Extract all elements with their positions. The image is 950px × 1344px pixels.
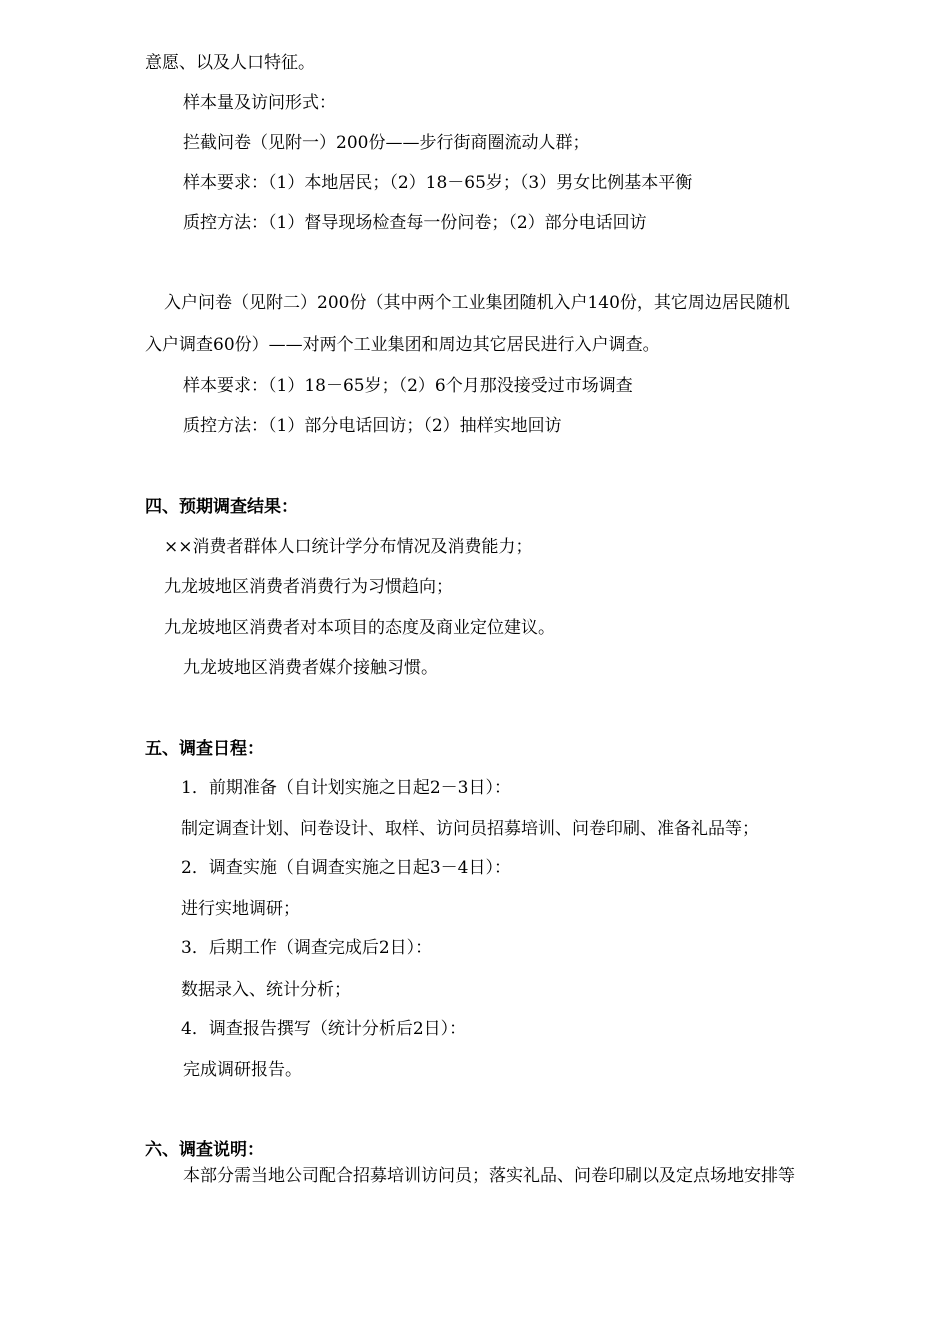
section4-item: 九龙坡地区消费者媒介接触习惯。 (183, 658, 438, 678)
household-quality: 质控方法：（1）部分电话回访；（2）抽样实地回访 (183, 416, 562, 436)
schedule-step-detail: 完成调研报告。 (183, 1060, 302, 1080)
intercept-requirement: 样本要求：（1）本地居民；（2）18－65岁；（3）男女比例基本平衡 (183, 173, 693, 193)
schedule-step-title: 1．前期准备（自计划实施之日起2－3日）： (181, 778, 511, 798)
household-requirement: 样本要求：（1）18－65岁；（2）6个月那没接受过市场调查 (183, 376, 633, 396)
schedule-step-detail: 数据录入、统计分析； (181, 980, 351, 1000)
schedule-step-title: 3．后期工作（调查完成后2日）： (181, 938, 433, 958)
schedule-step-detail: 制定调查计划、问卷设计、取样、访问员招募培训、问卷印刷、准备礼品等； (181, 819, 759, 839)
section4-item: ××消费者群体人口统计学分布情况及消费能力； (164, 537, 533, 557)
household-line-2: 入户调查60份）——对两个工业集团和周边其它居民进行入户调查。 (145, 335, 660, 355)
household-line-1: 入户问卷（见附二）200份（其中两个工业集团随机入户140份，其它周边居民随机 (164, 293, 790, 313)
section5-heading: 五、调查日程： (145, 739, 264, 759)
schedule-step-title: 2．调查实施（自调查实施之日起3－4日）： (181, 858, 511, 878)
schedule-step-title: 4．调查报告撰写（统计分析后2日）： (181, 1019, 467, 1039)
intro-tail-text: 意愿、以及人口特征。 (145, 53, 315, 73)
section4-heading: 四、预期调查结果： (145, 497, 298, 517)
sample-title-text: 样本量及访问形式： (183, 93, 336, 113)
section6-body: 本部分需当地公司配合招募培训访问员；落实礼品、问卷印刷以及定点场地安排等 (183, 1166, 795, 1186)
section4-item: 九龙坡地区消费者消费行为习惯趋向； (164, 577, 453, 597)
section4-item: 九龙坡地区消费者对本项目的态度及商业定位建议。 (164, 618, 555, 638)
schedule-step-detail: 进行实地调研； (181, 899, 300, 919)
intercept-quality: 质控方法：（1）督导现场检查每一份问卷；（2）部分电话回访 (183, 213, 647, 233)
section6-heading: 六、调查说明： (145, 1140, 264, 1160)
intercept-line: 拦截问卷（见附一）200份——步行街商圈流动人群； (183, 133, 590, 153)
